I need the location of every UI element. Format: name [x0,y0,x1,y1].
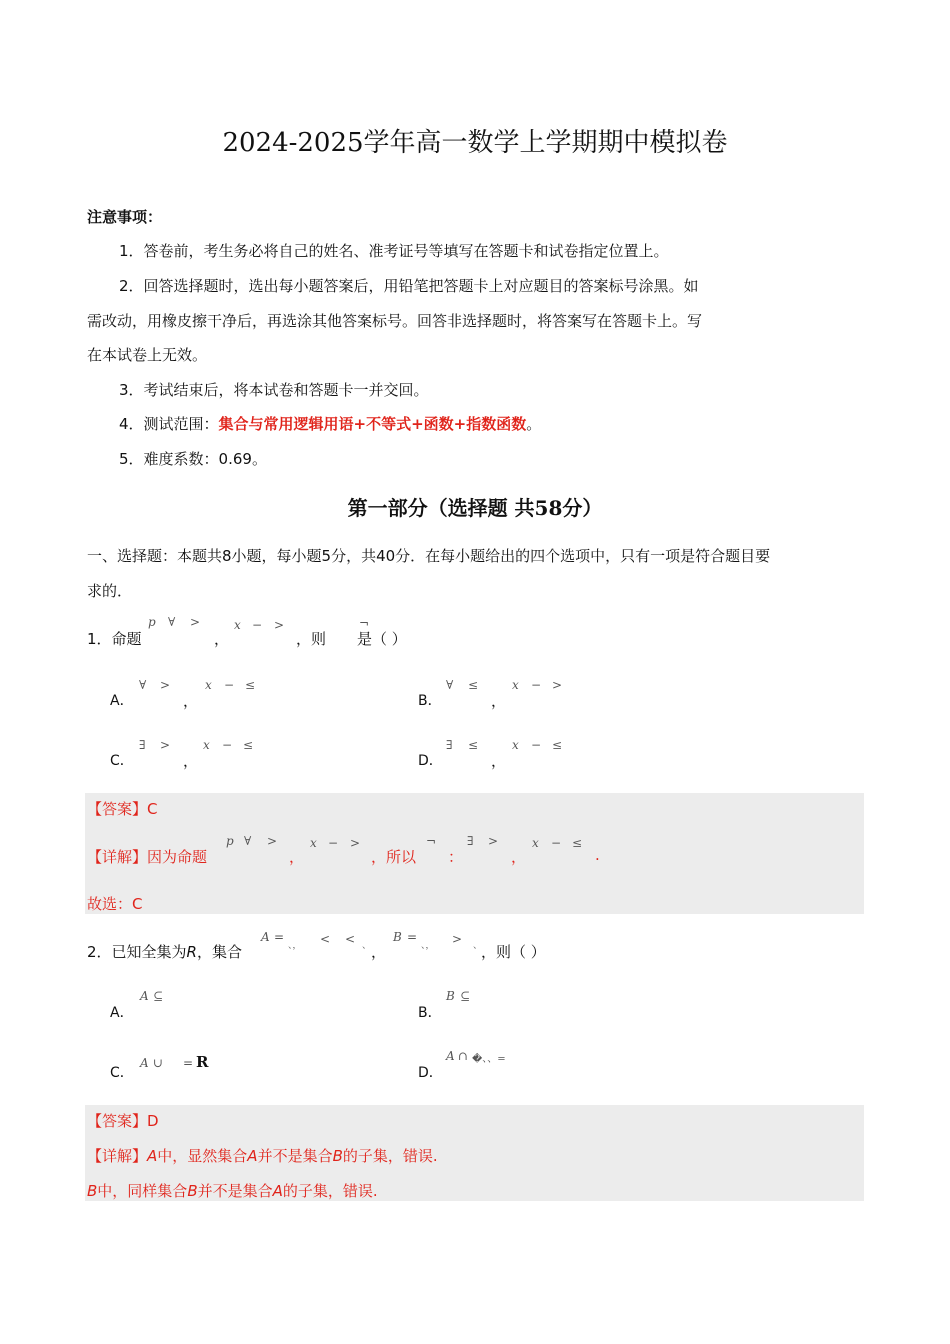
q1-detail-colon: ： [448,848,464,866]
q1-detail-exists: ∃ [467,834,474,848]
q2-option-a[interactable] [110,1002,134,1022]
test-scope: 集合与常用逻辑用语+不等式+函数+指数函数 [218,415,527,433]
q1-stem-suffix: 是（ ） [357,630,407,648]
q2-stem-prefix [87,941,242,962]
q1-option-d-label: D． [418,753,443,769]
q2-detail-2-A: A [272,1182,283,1200]
q2-detail-1-d: 的子集，错误. [342,1147,438,1165]
q2-detail-1-B: B [332,1147,343,1165]
q2-detail-line-1 [87,1145,438,1166]
q2-math-dots-2: 、， [421,941,435,951]
notice-item-4 [119,413,541,434]
q1-option-d-comma: ， [491,752,507,770]
q1-option-b-le: ≤ [468,678,479,692]
section-intro-line-2: 求的． [87,582,133,600]
q2-math-dots-1: 、， [288,941,302,951]
q1-option-c-gt: > [160,738,171,752]
q1-option-d[interactable] [418,750,443,770]
q1-option-d-exists: ∃ [446,738,453,752]
q2-math-eq: = [274,930,285,944]
notice-item-5: 5．难度系数：0.69。 [119,450,267,468]
q1-option-a-gt: > [160,678,171,692]
q1-math-minus: − [252,618,263,632]
q1-math-neg: ¬ [359,616,370,630]
q2-answer: 【答案】D [87,1112,159,1130]
page-title: 2024-2025学年高一数学上学期期中模拟卷 [222,128,728,158]
q1-detail-x-2: x [532,836,539,850]
q2-option-b-subset: ⊆ [460,989,471,1003]
q1-stem-comma: ， [214,630,230,648]
q1-detail-gt: > [267,834,278,848]
q1-option-b-x: x [512,678,519,692]
q2-option-d[interactable] [418,1062,443,1082]
q1-option-d-x: x [512,738,519,752]
q2-math-end-1: 、 [362,941,372,951]
q2-detail-1-a: 【详解】 [87,1147,148,1165]
q1-option-b-forall: ∀ [446,678,454,692]
q2-option-c-R: R [196,1053,209,1071]
q1-detail-gt-2: > [350,836,361,850]
section-title: 第一部分（选择题 共58分） [347,496,603,520]
section-intro-line-1: 一、选择题：本题共8小题，每小题5分，共40分．在每小题给出的四个选项中，只有一项是符合题目要 [87,547,771,565]
q2-option-b-label: B． [418,1005,442,1021]
q2-detail-2-B: B [87,1182,98,1200]
q1-option-b-minus: − [531,678,542,692]
q2-detail-line-2 [87,1180,378,1201]
q1-detail-minus: − [328,836,339,850]
q1-detail-gt-3: > [488,834,499,848]
q1-option-a-forall: ∀ [139,678,147,692]
q2-detail-2-B2: B [187,1182,198,1200]
q2-math-lt-2: < [345,932,356,946]
q2-option-b[interactable] [418,1002,442,1022]
q2-option-d-cap: ∩ [458,1049,469,1063]
q1-option-c-minus: − [222,738,233,752]
q1-option-c-label: C． [110,753,134,769]
q2-option-a-subset: ⊆ [153,989,164,1003]
q1-option-c-x: x [203,738,210,752]
q2-math-gt: > [452,932,463,946]
q1-detail-minus-2: − [551,836,562,850]
q2-math-lt-1: < [320,932,331,946]
q2-option-c-A: A [140,1056,149,1070]
notice-item-1: 1．答卷前，考生务必将自己的姓名、准考证号等填写在答题卡和试卷指定位置上。 [119,242,669,260]
notice-item-4-prefix: 4．测试范围： [119,415,219,433]
q1-detail-prefix: 【详解】因为命题 [87,848,208,866]
q2-option-d-A: A [446,1049,455,1063]
q1-choose: 故选：C [87,895,143,913]
q2-detail-1-A2: A [247,1147,258,1165]
q2-stem-b: ，集合 [196,943,242,961]
q2-detail-2-a: 中，同样集合 [97,1182,188,1200]
q2-stem-a: 2．已知全集为 [87,943,187,961]
q1-option-d-le: ≤ [468,738,479,752]
q2-option-d-rest: �、、= [472,1054,506,1065]
q1-math-x: x [234,618,241,632]
q1-detail-period: . [595,846,600,864]
q1-option-a-minus: − [224,678,235,692]
q1-option-b-label: B． [418,693,442,709]
q1-detail-neg: ¬ [426,834,437,848]
q2-detail-1-b: 中，显然集合 [157,1147,248,1165]
q1-detail-therefore: ，所以 [371,848,417,866]
q2-option-a-label: A． [110,1005,134,1021]
notice-item-2-line-1: 2．回答选择题时，选出每小题答案后，用铅笔把答题卡上对应题目的答案标号涂黑。如 [119,277,699,295]
q2-detail-2-b: 并不是集合 [197,1182,273,1200]
notice-heading: 注意事项： [87,208,163,226]
q2-option-b-B: B [446,989,455,1003]
q2-stem-suffix: ，则（ ） [481,943,546,961]
q2-detail-2-c: 的子集，错误. [282,1182,378,1200]
q1-detail-comma-2: ， [511,848,527,866]
q1-option-a[interactable] [110,690,134,710]
q1-option-a-comma: ， [183,692,199,710]
notice-item-3: 3．考试结束后，将本试卷和答题卡一并交回。 [119,381,429,399]
q1-math-gt-2: > [274,618,285,632]
q1-option-d-minus: − [531,738,542,752]
q2-option-c[interactable] [110,1062,134,1082]
notice-item-2-line-2: 需改动，用橡皮擦干净后，再选涂其他答案标号。回答非选择题时，将答案写在答题卡上。写 [87,312,703,330]
q1-answer: 【答案】C [87,800,158,818]
q2-detail-1-c: 并不是集合 [257,1147,333,1165]
q2-option-c-label: C． [110,1065,134,1081]
q1-option-a-le: ≤ [245,678,256,692]
q1-option-a-label: A． [110,693,134,709]
q1-option-b-comma: ， [491,692,507,710]
q1-option-b[interactable] [418,690,442,710]
q1-option-c-comma: ， [183,752,199,770]
q1-stem-prefix: 1．命题 [87,630,142,648]
q1-math-gt: > [190,615,201,629]
q2-math-eq-2: = [407,930,418,944]
q2-option-d-label: D． [418,1065,443,1081]
q1-option-c[interactable] [110,750,134,770]
q1-option-c-exists: ∃ [139,738,146,752]
q1-option-b-gt: > [552,678,563,692]
q2-stem-R: R [186,943,197,961]
q2-option-c-eq: = [183,1056,194,1070]
q2-math-B: B [393,930,402,944]
q2-math-A: A [261,930,270,944]
q2-stem-comma: ， [371,943,387,961]
q1-math-forall: ∀ [168,615,176,629]
q2-math-end-2: 、 [473,941,483,951]
q1-detail-le: ≤ [572,836,583,850]
q1-option-d-le-2: ≤ [552,738,563,752]
q1-math-p: p [148,615,156,629]
q1-detail-comma-1: ， [289,848,305,866]
q2-option-c-cup: ∪ [153,1056,164,1070]
q2-option-a-A: A [140,989,149,1003]
notice-item-4-suffix: 。 [526,415,542,433]
q1-detail-forall: ∀ [244,834,252,848]
q1-detail-x: x [310,836,317,850]
q1-stem-then: ，则 [296,630,327,648]
notice-item-2-line-3: 在本试卷上无效。 [87,346,208,364]
q1-detail-p: p [226,834,234,848]
q2-detail-1-A: A [147,1147,158,1165]
q1-option-c-le: ≤ [243,738,254,752]
q1-option-a-x: x [205,678,212,692]
